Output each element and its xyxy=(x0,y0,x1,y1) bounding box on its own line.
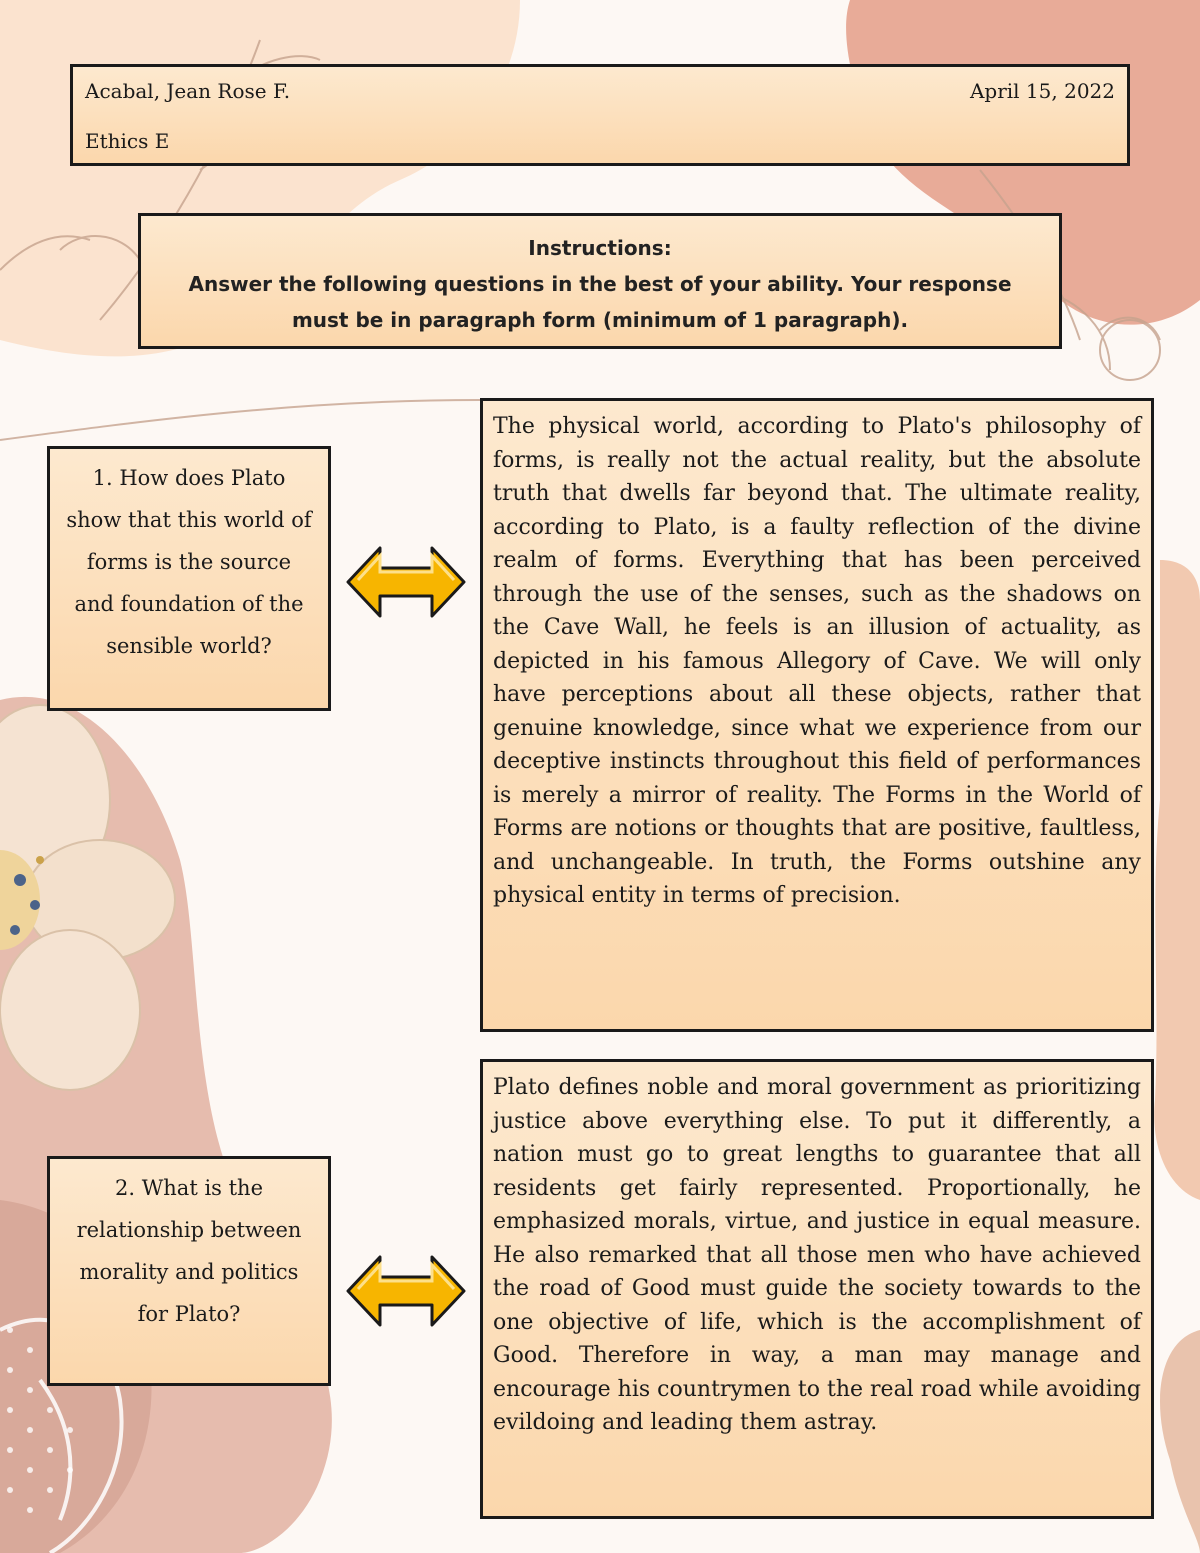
answer-1-box: The physical world, according to Plato's philosophy of forms, is really not the actual reality, but the absolute truth that dwells far beyond that. The ultimate reality, according to Plato, is a faulty reflection of the divine realm of forms. Everything that has been perceived through the use of the senses, such as the shadows on the Cave Wall, he feels is an illusion of actuality, as depicted in his famous Allegory of Cave. We will only have perceptions about all these objects, rather that genuine knowledge, since what we experience from our deceptive instincts throughout this field of performances is merely a mirror of reality. The Forms in the World of Forms are notions or thoughts that are positive, faultless, and unchangeable. In truth, the Forms outshine any physical entity in terms of precision. xyxy=(480,398,1154,1032)
instructions-box xyxy=(138,213,1062,349)
header-box xyxy=(70,64,1130,166)
question-2-box: 2. What is the relationship between morality and politics for Plato? xyxy=(47,1156,331,1386)
double-headed-arrow-icon xyxy=(346,544,466,620)
date: April 15, 2022 xyxy=(969,79,1115,103)
student-name: Acabal, Jean Rose F. xyxy=(85,79,291,103)
answer-2-box: Plato defines noble and moral government as prioritizing justice above everything else. To put it differently, a nation must go to great lengths to guarantee that all residents get fairly represented. Proportionally, he emphasized morals, virtue, and justice in equal measure. He also remarked that all those men who have achieved the road of Good must guide the society towards to the one objective of life, which is the accomplishment of Good. Therefore in way, a man may manage and encourage his countrymen to the real road while avoiding evildoing and leading them astray. xyxy=(480,1059,1154,1519)
double-headed-arrow-icon xyxy=(346,1253,466,1329)
subject: Ethics E xyxy=(85,129,170,153)
instructions-title: Instructions: xyxy=(528,236,672,260)
question-1-box: 1. How does Plato show that this world of forms is the source and foundation of the sensible world? xyxy=(47,446,331,711)
instructions-text: Answer the following questions in the best of your ability. Your response must be in paragraph form (minimum of 1 paragraph). xyxy=(188,272,1012,332)
